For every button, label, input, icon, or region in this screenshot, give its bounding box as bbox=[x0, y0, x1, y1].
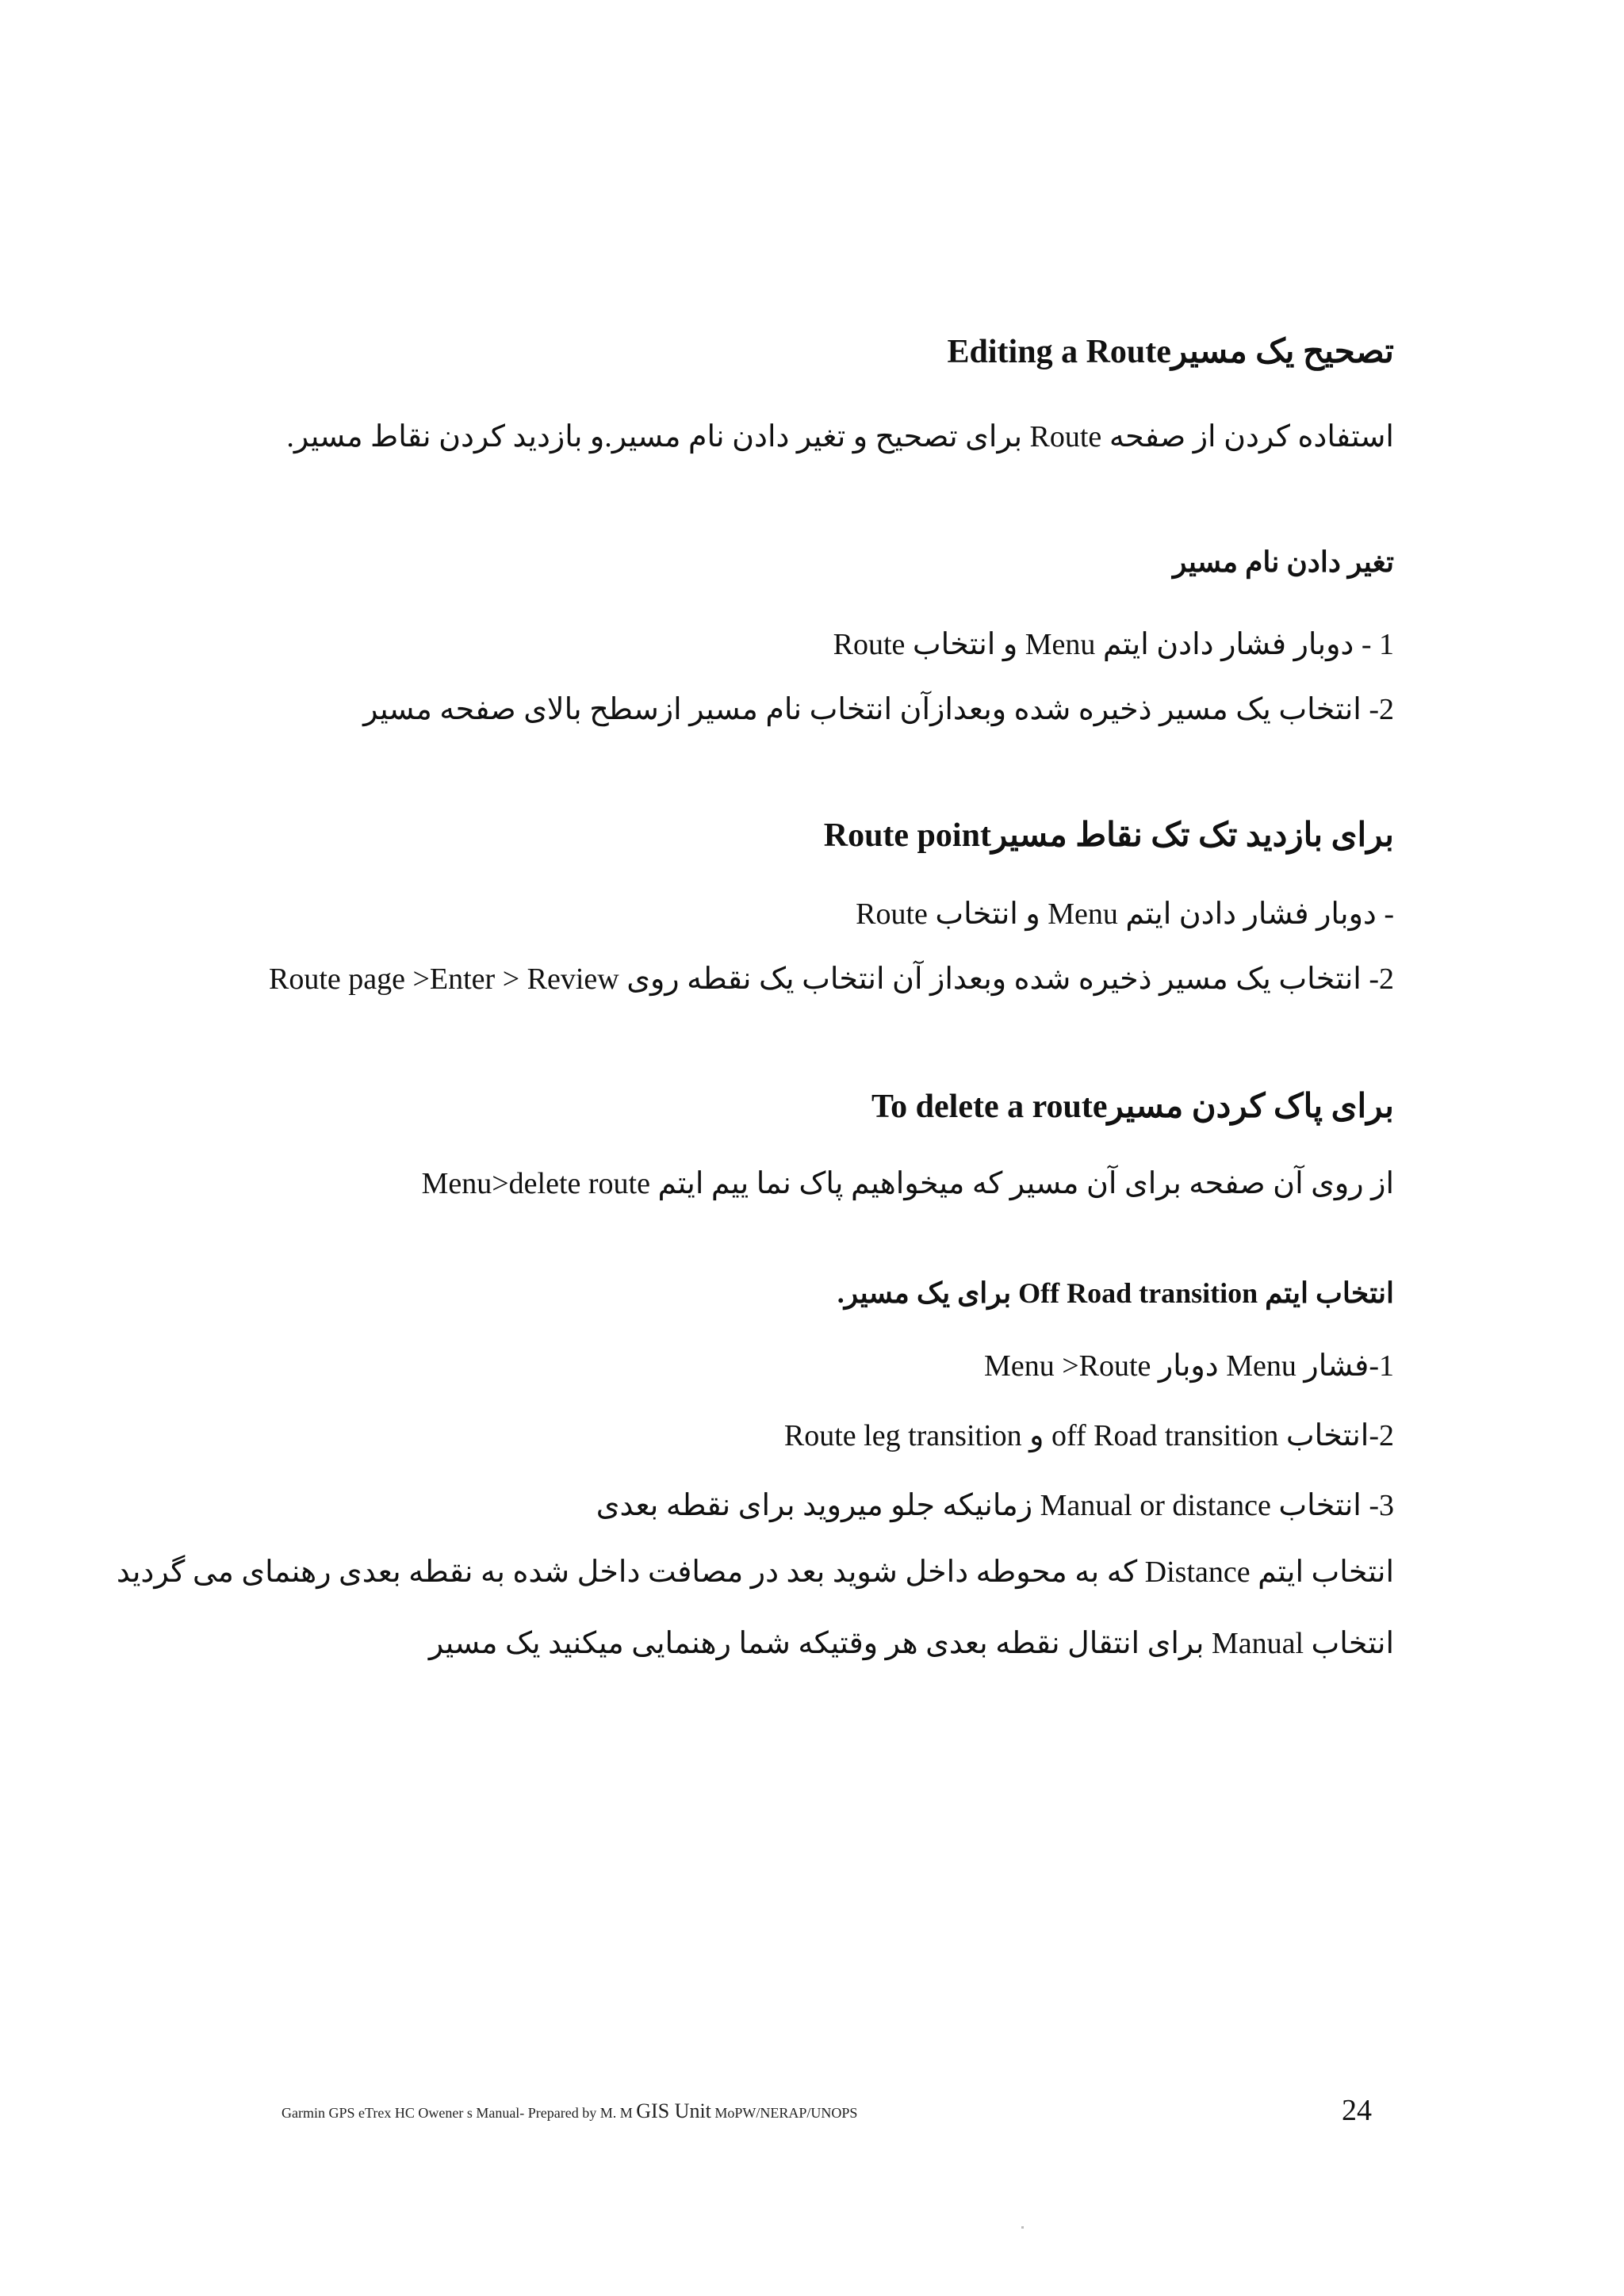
section-paragraph: استفاده کردن از صفحه Route برای تصحیح و تغیر دادن نام مسیر.و بازدید کردن نقاط مسیر. bbox=[286, 420, 1394, 453]
list-item: انتخاب ایتم Distance که به محوطه داخل شوید بعد در مصافت داخل شده به نقطه بعدی رهنمای می گردید bbox=[116, 1556, 1394, 1589]
section-heading-route-point: برای بازدید تک تک نقاط مسیرRoute point bbox=[823, 817, 1394, 854]
list-item: 3- انتخاب Manual or distance زمانیکه جلو میروید برای نقطه بعدی bbox=[596, 1489, 1394, 1522]
footer-gis: GIS Unit bbox=[636, 2099, 711, 2122]
list-item: 2- انتخاب یک مسیر ذخیره شده وبعداز آن انتخاب یک نقطه روی Route page >Enter > Review bbox=[268, 962, 1394, 996]
list-item: 1 - دوبار فشار دادن ایتم Menu و انتخاب Route bbox=[833, 628, 1394, 661]
section-heading-rename-route: تغیر دادن نام مسیر bbox=[1172, 546, 1394, 578]
section-paragraph: از روی آن صفحه برای آن مسیر که میخواهیم پاک نما ییم ایتم Menu>delete route bbox=[421, 1167, 1394, 1200]
list-item: 2-انتخاب off Road transition و Route leg transition bbox=[783, 1419, 1394, 1452]
footer-suffix: MoPW/NERAP/UNOPS bbox=[710, 2105, 858, 2121]
page-number: 24 bbox=[1342, 2094, 1372, 2127]
page-footer bbox=[282, 2099, 857, 2123]
scan-speck bbox=[1021, 2226, 1024, 2229]
list-item: 1-فشار Menu دوبار Menu >Route bbox=[984, 1349, 1394, 1383]
list-item: انتخاب Manual برای انتقال نقطه بعدی هر وقتیکه شما رهنمایی میکنید یک مسیر bbox=[428, 1627, 1394, 1660]
list-item: 2- انتخاب یک مسیر ذخیره شده وبعدازآن انتخاب نام مسیر ازسطح بالای صفحه مسیر bbox=[363, 693, 1394, 726]
section-heading-editing-route: تصحیح یک مسیرEditing a Route bbox=[947, 334, 1394, 370]
list-item: - دوبار فشار دادن ایتم Menu و انتخاب Route bbox=[856, 897, 1394, 931]
footer-prefix: Garmin GPS eTrex HC Owener s Manual- Prepared by M. M bbox=[282, 2105, 637, 2121]
section-heading-delete-route: برای پاک کردن مسیرTo delete a route bbox=[871, 1089, 1394, 1125]
section-heading-off-road-transition: انتخاب ایتم Off Road transition برای یک مسیر. bbox=[837, 1277, 1394, 1309]
